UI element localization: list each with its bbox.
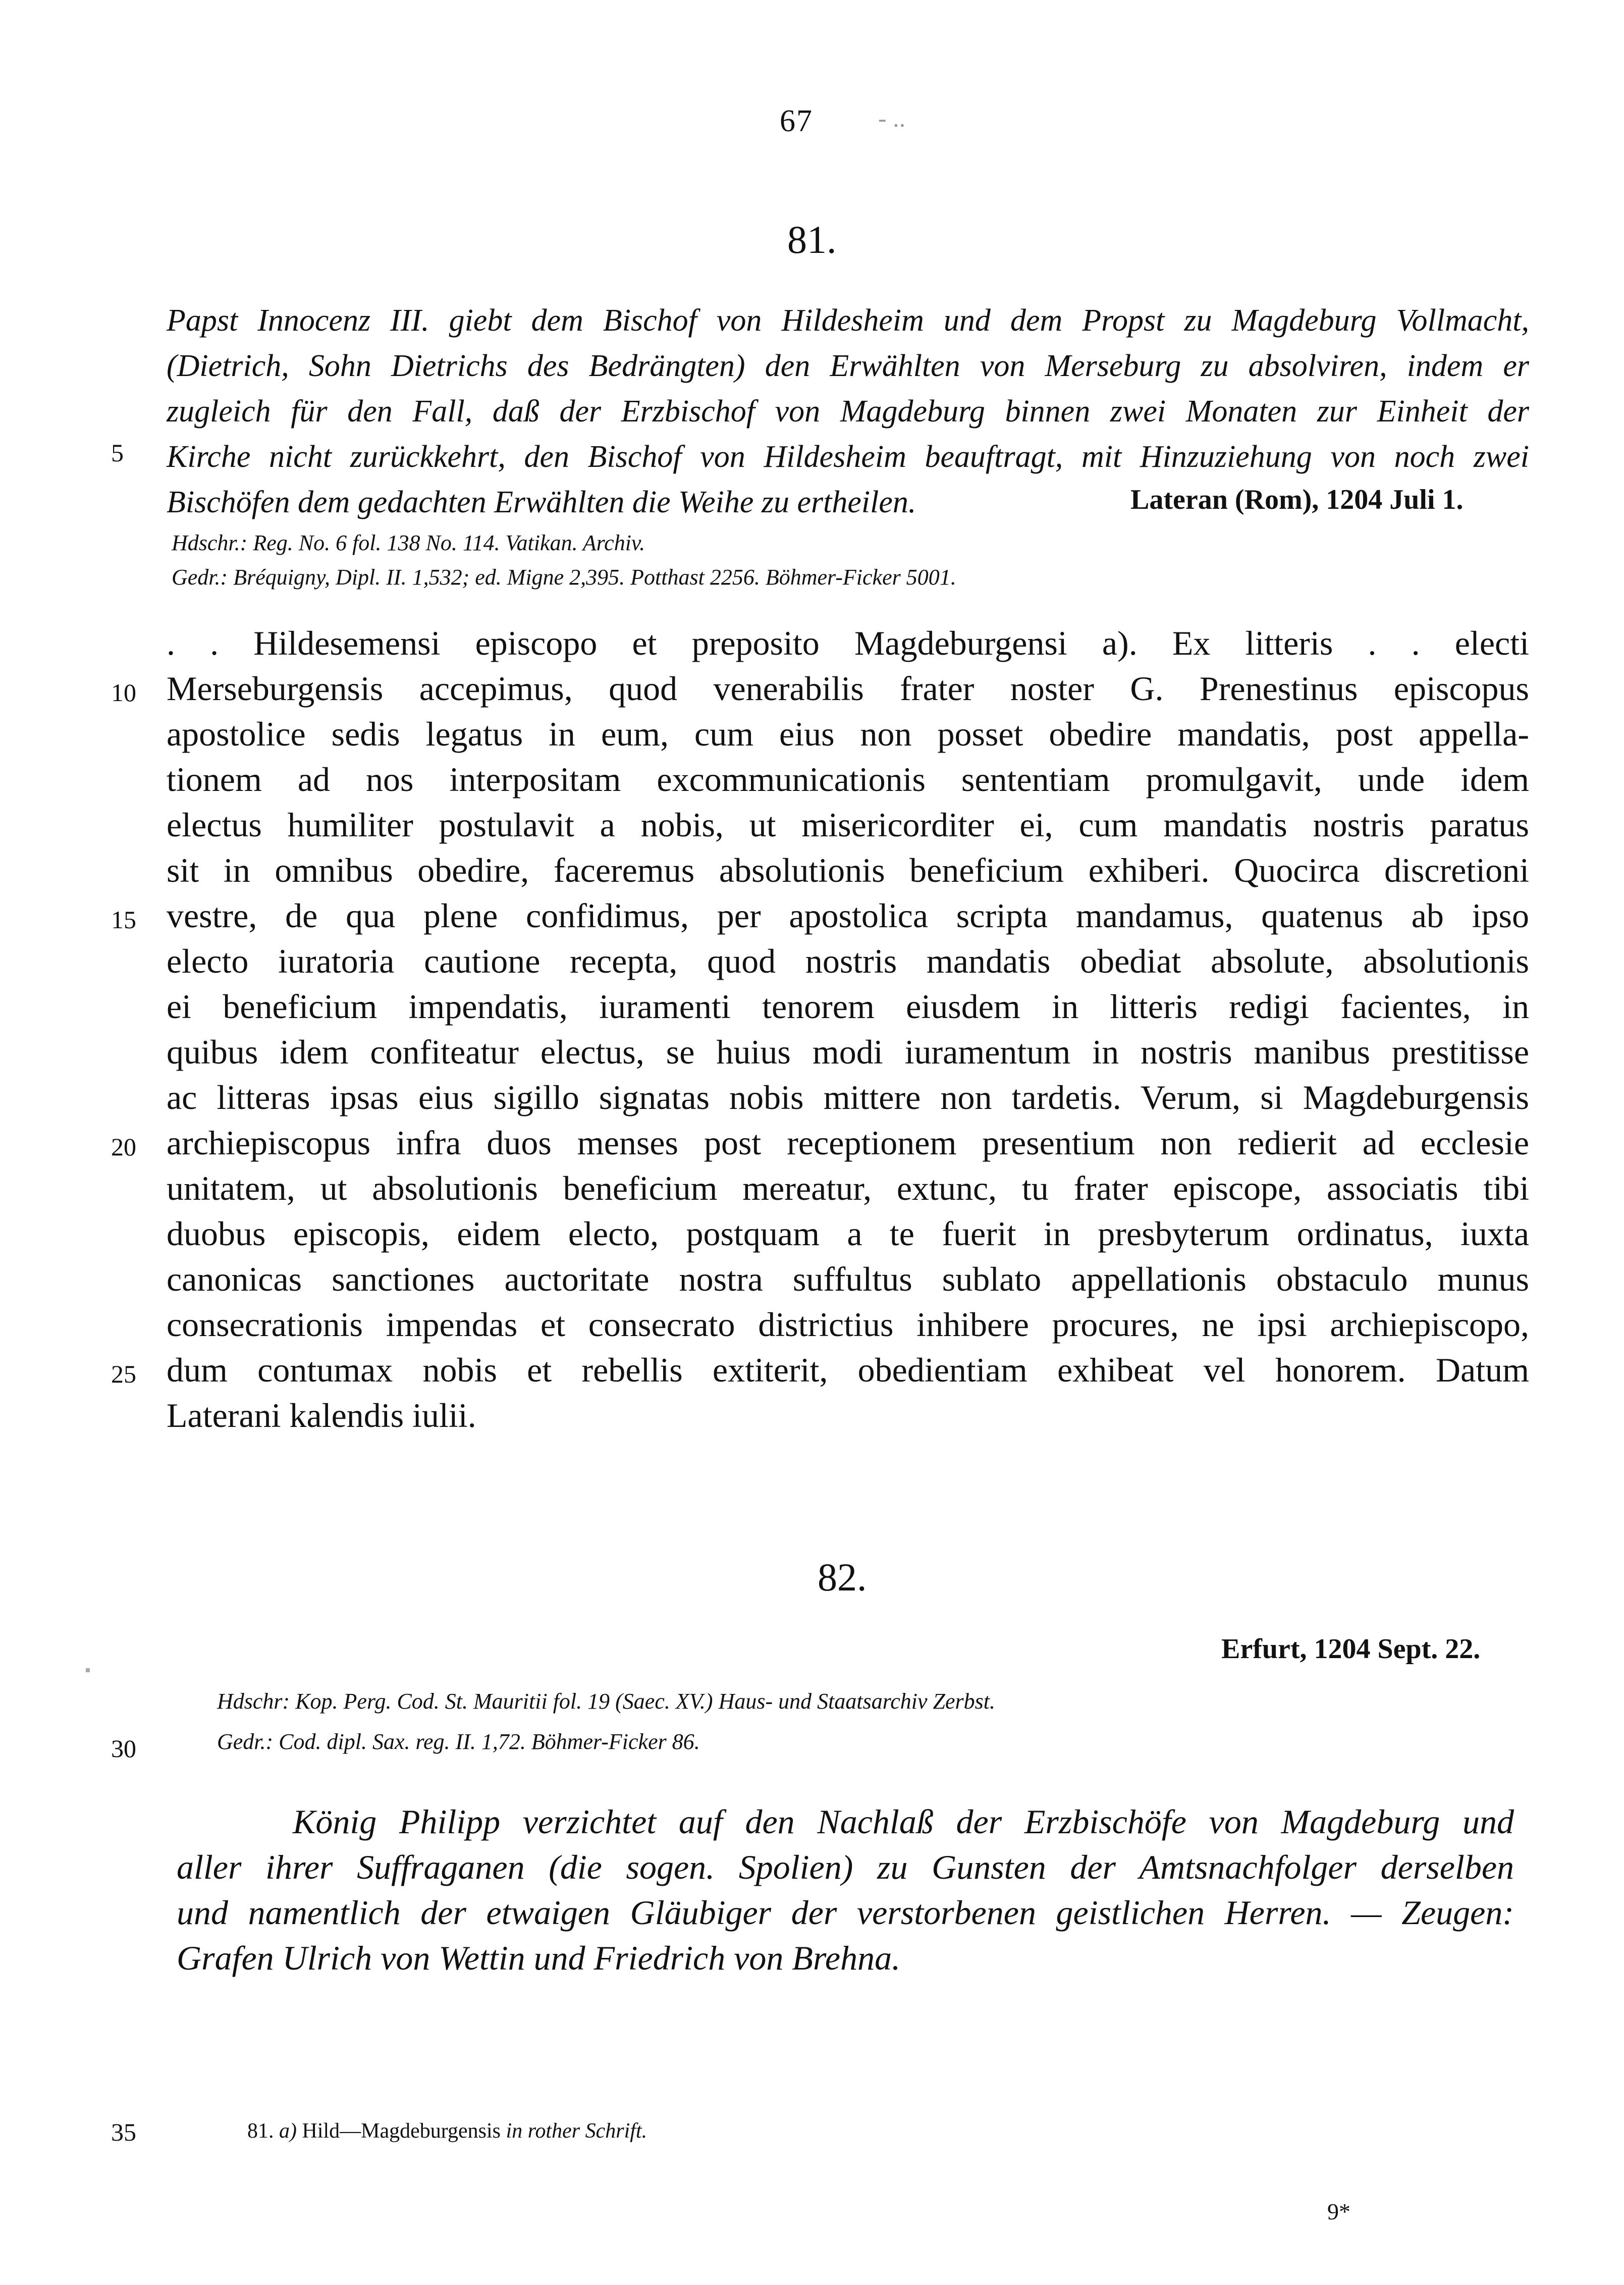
document-82-printed-editions: Gedr.: Cod. dipl. Sax. reg. II. 1,72. Böhmer-Ficker 86. [217, 1729, 700, 1754]
signature-mark: 9* [1327, 2199, 1350, 2224]
line-number-15: 15 [111, 906, 136, 934]
footnote-text: Hild—Magdeburgensis [302, 2119, 501, 2143]
footnote-ref: 81. [247, 2119, 274, 2143]
margin-dot [86, 1668, 90, 1672]
text-line: canonicas sanctiones auctoritate nostra suffultus sublato appellationis obstaculo munus [167, 1260, 1529, 1298]
document-81-manuscript: Hdschr.: Reg. No. 6 fol. 138 No. 114. Vatikan. Archiv. [172, 530, 645, 555]
regest-81-line: Bischöfen dem gedachten Erwählten die Weihe zu ertheilen. [167, 485, 916, 519]
regest-82-line: König Philipp verzichtet auf den Nachlaß der Erzbischöfe von Magdeburg und [293, 1802, 1514, 1841]
regest-81-line: Papst Innocenz III. giebt dem Bischof von Hildesheim und dem Propst zu Magdeburg Vollmacht, [167, 303, 1529, 338]
line-number-10: 10 [111, 678, 136, 707]
page-number: 67 [780, 104, 813, 138]
line-number-30: 30 [111, 1734, 136, 1763]
text-line: electo iuratoria cautione recepta, quod nostris mandatis obediat absolute, absolutionis [167, 942, 1529, 980]
document-82-manuscript: Hdschr: Kop. Perg. Cod. St. Mauritii fol. 19 (Saec. XV.) Haus- und Staatsarchiv Zerbst. [217, 1689, 995, 1714]
regest-82-line: und namentlich der etwaigen Gläubiger der verstorbenen geistlichen Herren. — Zeugen: [177, 1893, 1514, 1932]
text-line: Laterani kalendis iulii. [167, 1396, 476, 1434]
document-81-printed-editions: Gedr.: Bréquigny, Dipl. II. 1,532; ed. Migne 2,395. Potthast 2256. Böhmer-Ficker 5001. [172, 565, 956, 590]
regest-81-line: Kirche nicht zurückkehrt, den Bischof von Hildesheim beauftragt, mit Hinzuziehung von noch zwei [167, 440, 1529, 474]
line-number-35: 35 [111, 2118, 136, 2146]
regest-82-line: aller ihrer Suffraganen (die sogen. Spolien) zu Gunsten der Amtsnachfolger derselben [177, 1848, 1514, 1886]
document-82-number: 82. [818, 1555, 867, 1599]
text-line: Merseburgensis accepimus, quod venerabilis frater noster G. Prenestinus episcopus [167, 669, 1529, 708]
footnote [247, 2119, 647, 2143]
footnote-mark: a) [279, 2119, 297, 2143]
regest-81-line: (Dietrich, Sohn Dietrichs des Bedrängten) den Erwählten von Merseburg zu absolviren, indem er [167, 349, 1529, 383]
document-81-place-date: Lateran (Rom), 1204 Juli 1. [1130, 484, 1464, 515]
text-line: sit in omnibus obedire, faceremus absolutionis beneficium exhiberi. Quocirca discretioni [167, 851, 1529, 889]
text-line: electus humiliter postulavit a nobis, ut misericorditer ei, cum mandatis nostris paratus [167, 806, 1529, 844]
text-line: consecrationis impendas et consecrato districtius inhibere procures, ne ipsi archiepiscopo, [167, 1305, 1529, 1344]
text-line: duobus episcopis, eidem electo, postquam a te fuerit in presbyterum ordinatus, iuxta [167, 1214, 1529, 1253]
line-number-25: 25 [111, 1360, 136, 1388]
text-line: ac litteras ipsas eius sigillo signatas nobis mittere non tardetis. Verum, si Magdeburgensis [167, 1078, 1529, 1117]
line-number-20: 20 [111, 1133, 136, 1161]
regest-82-line: Grafen Ulrich von Wettin und Friedrich von Brehna. [177, 1939, 901, 1977]
text-line: unitatem, ut absolutionis beneficium mereatur, extunc, tu frater episcope, associatis tibi [167, 1169, 1529, 1207]
text-line: apostolice sedis legatus in eum, cum eius non posset obedire mandatis, post appella- [167, 715, 1529, 753]
header-dash-decoration: - .. [878, 104, 906, 132]
text-line: ei beneficium impendatis, iuramenti tenorem eiusdem in litteris redigi facientes, in [167, 987, 1529, 1026]
text-line: quibus idem confiteatur electus, se huius modi iuramentum in nostris manibus prestitisse [167, 1033, 1529, 1071]
document-81-number: 81. [787, 218, 837, 261]
document-82-place-date: Erfurt, 1204 Sept. 22. [1221, 1633, 1481, 1665]
line-number-5: 5 [111, 439, 124, 467]
regest-81-line: zugleich für den Fall, daß der Erzbischof von Magdeburg binnen zwei Monaten zur Einheit der [167, 394, 1529, 429]
text-line: dum contumax nobis et rebellis extiterit, obedientiam exhibeat vel honorem. Datum [167, 1351, 1529, 1389]
text-line: vestre, de qua plene confidimus, per apostolica scripta mandamus, quatenus ab ipso [167, 896, 1529, 935]
text-line: . . Hildesemensi episcopo et preposito Magdeburgensi a). Ex litteris . . electi [167, 624, 1529, 662]
text-line: archiepiscopus infra duos menses post receptionem presentium non redierit ad ecclesie [167, 1124, 1529, 1162]
footnote-note: in rother Schrift. [506, 2119, 647, 2143]
text-line: tionem ad nos interpositam excommunicationis sententiam promulgavit, unde idem [167, 760, 1529, 799]
